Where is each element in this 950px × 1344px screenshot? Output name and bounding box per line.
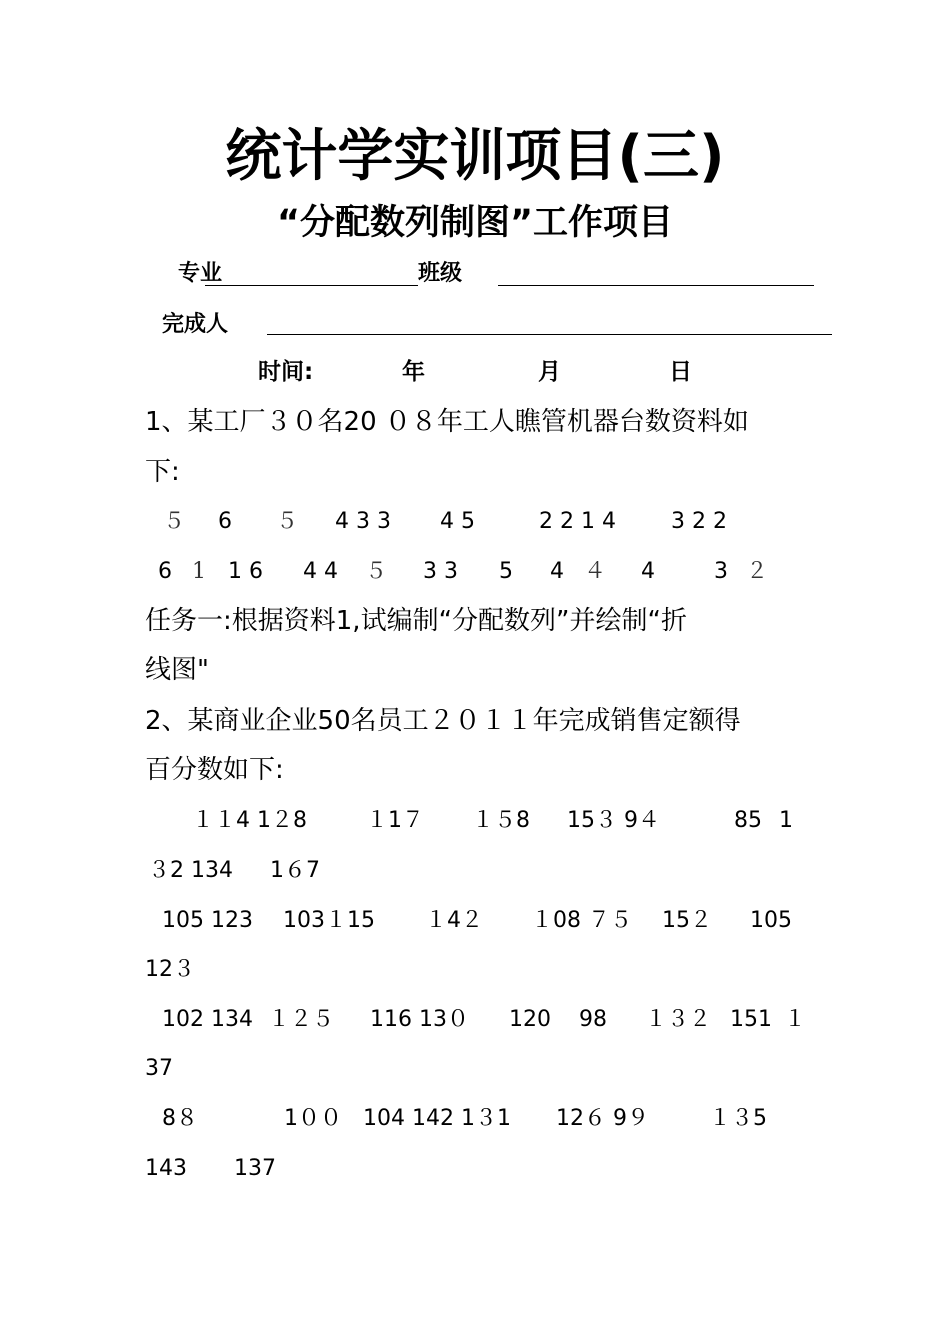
data-value: 105 123 xyxy=(162,908,253,933)
data-value: 15２ xyxy=(662,908,712,933)
question1-data-row1 xyxy=(0,507,950,537)
data-value: 104 142 1３1 xyxy=(363,1106,511,1131)
data-value: 3 xyxy=(714,559,728,584)
data-value: 103１15 xyxy=(283,908,375,933)
data-value: 4 xyxy=(641,559,655,584)
data-value: ２ xyxy=(746,559,769,584)
data-value: 3 2 2 xyxy=(671,509,727,534)
month-label: 月 xyxy=(538,359,561,385)
question2-data-row3 xyxy=(0,906,950,936)
document-subtitle: “分配数列制图”工作项目 xyxy=(276,203,673,243)
data-value: 116 13０ xyxy=(370,1007,469,1032)
data-value: 4 4 xyxy=(303,559,338,584)
time-label: 时间: xyxy=(258,359,314,385)
data-value: 1００ xyxy=(284,1106,342,1131)
data-value: 37 xyxy=(145,1056,173,1081)
data-value: 8８ xyxy=(162,1106,198,1131)
data-value: ５ xyxy=(276,509,299,534)
data-value: 1 6 xyxy=(228,559,263,584)
question1-line1: 1、某工厂３０名20 ０８年工人瞧管机器台数资料如 xyxy=(145,407,749,437)
class-underline xyxy=(498,285,814,286)
data-value: １３5 xyxy=(709,1106,767,1131)
document-title: 统计学实训项目(三) xyxy=(225,124,725,189)
data-value: 102 134 xyxy=(162,1007,253,1032)
completed-by-underline xyxy=(267,334,832,335)
data-value: 1 xyxy=(192,559,206,584)
question2-data-row8 xyxy=(0,1154,950,1184)
data-value: １4２ xyxy=(425,908,483,933)
year-label: 年 xyxy=(402,359,425,385)
data-value: 1６7 xyxy=(270,858,320,883)
data-value: 98 xyxy=(579,1007,607,1032)
question2-line1: 2、某商业企业50名员工２０１１年完成销售定额得 xyxy=(145,706,741,736)
data-value: 151 xyxy=(730,1007,772,1032)
question2-data-row4 xyxy=(0,955,950,985)
question2-data-row2 xyxy=(0,856,950,886)
task1-line2: 线图" xyxy=(145,655,209,685)
question2-data-row7 xyxy=(0,1104,950,1134)
question1-line2: 下: xyxy=(145,457,180,487)
data-value: １２５ xyxy=(268,1007,335,1032)
major-underline xyxy=(205,285,418,286)
data-value: １１4 1２8 xyxy=(192,808,307,833)
data-value: 105 xyxy=(750,908,792,933)
data-value: １ xyxy=(784,1007,807,1032)
question2-data-row5 xyxy=(0,1005,950,1035)
data-value: １1７ xyxy=(366,808,424,833)
data-value: １08 ７５ xyxy=(531,908,632,933)
data-value: 3 3 xyxy=(423,559,458,584)
data-value: １５8 xyxy=(472,808,530,833)
data-value: 85 xyxy=(734,808,762,833)
data-value: １３２ xyxy=(645,1007,712,1032)
data-value: 12３ xyxy=(145,957,195,982)
major-label: 专业 xyxy=(178,261,223,286)
data-value: 6 xyxy=(218,509,232,534)
completed-by-label: 完成人 xyxy=(162,312,229,337)
data-value: ４ xyxy=(584,559,607,584)
data-value: 2 2 1 4 xyxy=(539,509,616,534)
data-value: ５ xyxy=(365,559,388,584)
data-value: ３2 134 xyxy=(148,858,233,883)
question2-data-row6 xyxy=(0,1054,950,1084)
data-value: 6 xyxy=(158,559,172,584)
data-value: 137 xyxy=(234,1156,276,1181)
data-value: ５ xyxy=(163,509,186,534)
data-value: 4 5 xyxy=(440,509,475,534)
task1-line1: 任务一:根据资料1,试编制“分配数列”并绘制“折 xyxy=(145,606,687,636)
data-value: 5 xyxy=(499,559,513,584)
data-value: 120 xyxy=(509,1007,551,1032)
day-label: 日 xyxy=(669,359,692,385)
data-value: 15３ 9４ xyxy=(567,808,660,833)
question2-line2: 百分数如下: xyxy=(145,755,284,785)
class-label: 班级 xyxy=(418,261,463,286)
question1-data-row2 xyxy=(0,557,950,587)
question2-data-row1 xyxy=(0,806,950,836)
data-value: 143 xyxy=(145,1156,187,1181)
data-value: 4 3 3 xyxy=(335,509,391,534)
data-value: 4 xyxy=(550,559,564,584)
data-value: 1 xyxy=(779,808,793,833)
data-value: 12６ 9９ xyxy=(556,1106,649,1131)
